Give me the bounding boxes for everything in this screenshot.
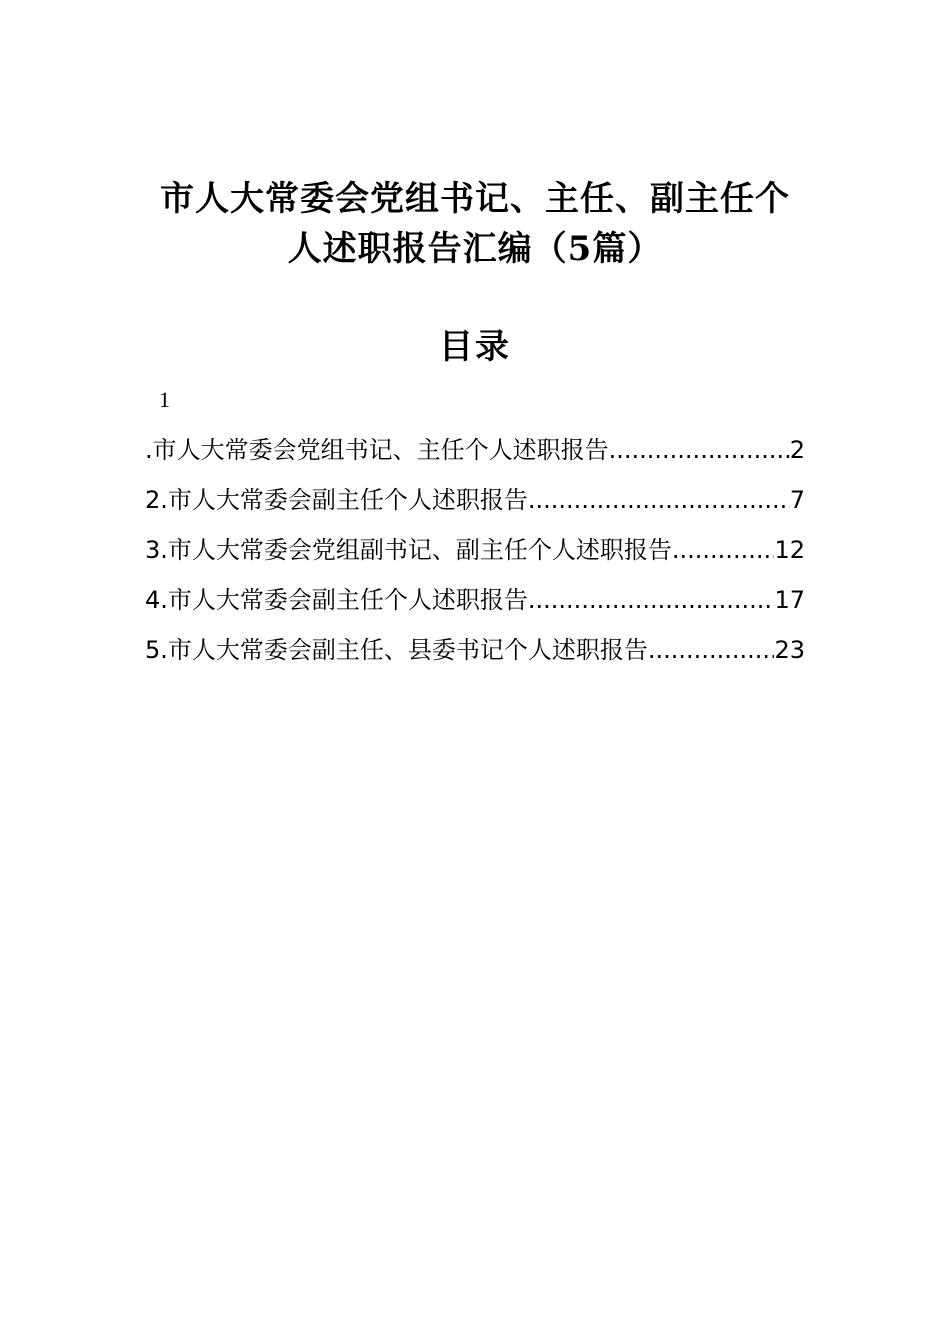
document-title-line-1: 市人大常委会党组书记、主任、副主任个 <box>160 179 790 219</box>
toc-entry-label: 4.市人大常委会副主任个人述职报告 <box>145 586 528 614</box>
document-title-line-2: 人述职报告汇编（5篇） <box>287 229 663 269</box>
toc-entry-2[interactable] <box>145 478 805 528</box>
toc-entry-label: 2.市人大常委会副主任个人述职报告 <box>145 486 528 514</box>
toc-number-fragment: 1 <box>159 387 170 412</box>
toc-entry-label: 5.市人大常委会副主任、县委书记个人述职报告 <box>145 636 648 664</box>
toc-entry-page: 17 <box>774 586 805 614</box>
toc-entry-page: 12 <box>774 536 805 564</box>
toc-entry-page: 2 <box>789 436 805 464</box>
toc-heading: 目录 <box>439 327 511 367</box>
table-of-contents <box>145 428 805 678</box>
toc-entry-page: 7 <box>789 486 805 514</box>
toc-dot-leader <box>609 428 790 472</box>
toc-dot-leader <box>528 478 790 522</box>
toc-entry-label: 3.市人大常委会党组副书记、副主任个人述职报告 <box>145 536 672 564</box>
toc-entry-page: 23 <box>774 636 805 664</box>
toc-entry-5[interactable] <box>145 628 805 678</box>
toc-dot-leader <box>672 528 775 572</box>
toc-entry-1[interactable] <box>145 428 805 478</box>
toc-dot-leader <box>528 578 775 622</box>
toc-dot-leader <box>648 628 775 672</box>
toc-entry-4[interactable] <box>145 578 805 628</box>
toc-entry-3[interactable] <box>145 528 805 578</box>
toc-entry-label: .市人大常委会党组书记、主任个人述职报告 <box>145 436 609 464</box>
